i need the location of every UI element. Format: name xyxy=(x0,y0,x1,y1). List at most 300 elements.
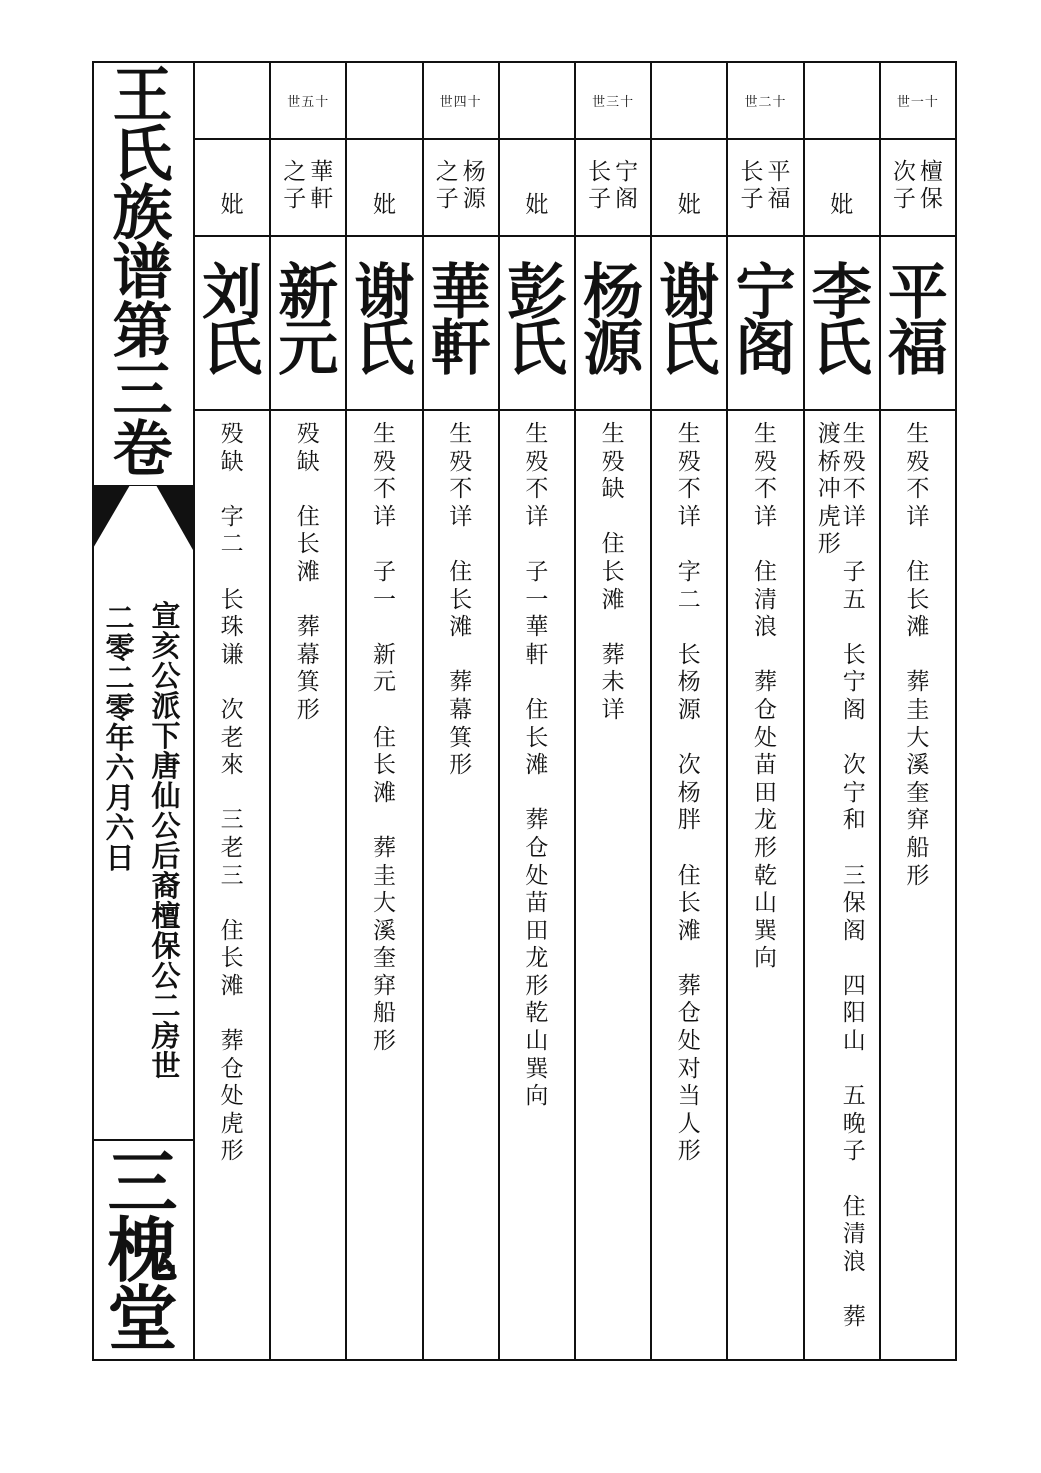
biography-char: 乾 xyxy=(525,1000,549,1027)
biography-char: 三 xyxy=(220,862,244,889)
biography-char: 杨 xyxy=(677,669,701,696)
biography-char: 奎 xyxy=(906,779,930,806)
book-title-char: 谱 xyxy=(112,238,173,308)
biography-char xyxy=(221,669,244,697)
biography-char: 宁 xyxy=(842,669,866,696)
biography-char: 形 xyxy=(906,862,930,889)
biography-char: 次 xyxy=(220,696,244,723)
relation-line xyxy=(310,159,333,213)
biography-char: 详 xyxy=(753,503,777,530)
generation-label: 世三十 xyxy=(592,95,635,110)
date-line-char: 年 xyxy=(105,721,135,755)
biography-char: 处 xyxy=(220,1083,244,1110)
biography-line xyxy=(843,421,866,1332)
person-name xyxy=(500,258,574,384)
biography-char: 处 xyxy=(677,1028,701,1055)
book-title-char: 三 xyxy=(112,356,173,426)
biography-char: 箕 xyxy=(296,669,320,696)
biography-char: 虎 xyxy=(817,503,841,530)
biography-char: 殁 xyxy=(753,448,777,475)
biography-char: 住 xyxy=(220,917,244,944)
biography-notes xyxy=(500,421,574,1111)
biography-char: 字 xyxy=(220,503,244,530)
biography-char: 幕 xyxy=(449,696,473,723)
biography-char xyxy=(678,835,701,863)
biography-char: 元 xyxy=(372,669,396,696)
relation-label xyxy=(576,159,650,213)
biography-char: 长 xyxy=(677,641,701,668)
relation-char: 福 xyxy=(767,186,791,212)
person-name-char: 氏 xyxy=(506,314,567,384)
biography-char: 详 xyxy=(449,503,473,530)
biography-char: 溪 xyxy=(906,752,930,779)
person-name-char: 阁 xyxy=(735,314,796,384)
relation-char: 子 xyxy=(435,186,459,212)
biography-char: 不 xyxy=(677,476,701,503)
biography-line xyxy=(906,421,929,890)
person-name xyxy=(728,258,802,384)
biography-char: 阁 xyxy=(842,696,866,723)
biography-char: 生 xyxy=(525,421,549,447)
person-name xyxy=(881,258,955,384)
relation-line xyxy=(920,159,943,213)
biography-char: 溪 xyxy=(372,917,396,944)
biography-char: 形 xyxy=(677,1138,701,1165)
biography-char: 住 xyxy=(842,1193,866,1220)
biography-char: 船 xyxy=(372,1000,396,1027)
relation-char: 长 xyxy=(740,159,764,185)
biography-char: 滩 xyxy=(296,558,320,585)
person-name-char: 氏 xyxy=(354,314,415,384)
biography-char: 形 xyxy=(753,834,777,861)
biography-char: 軒 xyxy=(525,641,549,668)
biography-char: 向 xyxy=(525,1083,549,1110)
biography-char: 葬 xyxy=(296,614,320,641)
biography-char: 珠 xyxy=(220,614,244,641)
biography-char: 详 xyxy=(372,503,396,530)
biography-char: 殁 xyxy=(449,448,473,475)
biography-char: 向 xyxy=(753,945,777,972)
biography-char: 田 xyxy=(525,917,549,944)
biography-char: 住 xyxy=(601,531,625,558)
relation-line xyxy=(893,159,916,213)
lineage-line-char: 派 xyxy=(151,689,181,723)
relation-label xyxy=(424,159,498,213)
biography-char xyxy=(843,1276,866,1304)
relation-char: 杨 xyxy=(462,159,486,185)
relation-label: 妣 xyxy=(372,191,396,218)
biography-notes xyxy=(881,421,955,890)
biography-char: 生 xyxy=(753,421,777,447)
lineage-line-char: 公 xyxy=(151,959,181,993)
relation-char: 子 xyxy=(740,186,764,212)
biography-char: 幕 xyxy=(296,641,320,668)
biography-char xyxy=(843,614,866,642)
biography-char: 子 xyxy=(842,1138,866,1165)
relation-char: 阁 xyxy=(615,186,639,212)
entry-column xyxy=(728,61,804,1361)
biography-char: 形 xyxy=(296,696,320,723)
biography-char: 不 xyxy=(753,476,777,503)
biography-char: 不 xyxy=(906,476,930,503)
biography-notes xyxy=(195,421,269,1166)
biography-char xyxy=(525,669,548,697)
biography-char: 殁 xyxy=(906,448,930,475)
lineage-line-char: 下 xyxy=(151,719,181,753)
biography-char xyxy=(221,1000,244,1028)
biography-char: 胖 xyxy=(677,807,701,834)
relation-line xyxy=(283,159,306,213)
relation-label: 妣 xyxy=(830,191,854,218)
biography-line xyxy=(818,421,841,1332)
biography-char: 葬 xyxy=(842,1304,866,1330)
lineage-line xyxy=(144,601,188,1081)
person-name-char: 氏 xyxy=(202,314,263,384)
date-line-char: 月 xyxy=(105,781,135,815)
date-line-char: 二 xyxy=(105,601,135,635)
biography-notes xyxy=(728,421,802,973)
biography-char xyxy=(602,504,625,532)
biography-char xyxy=(843,1166,866,1194)
biography-char: 住 xyxy=(753,558,777,585)
biography-char xyxy=(843,725,866,753)
biography-char: 三 xyxy=(842,862,866,889)
biography-char: 长 xyxy=(296,531,320,558)
person-name-char: 刘 xyxy=(202,258,263,328)
biography-char: 住 xyxy=(372,724,396,751)
relation-char: 軒 xyxy=(310,186,334,212)
biography-char xyxy=(221,780,244,808)
entry-column xyxy=(881,61,957,1361)
date-line-char: 日 xyxy=(105,841,135,875)
biography-char: 不 xyxy=(449,476,473,503)
person-name xyxy=(652,258,726,384)
biography-char: 次 xyxy=(842,752,866,779)
relation-char: 源 xyxy=(462,186,486,212)
biography-char: 新 xyxy=(372,641,396,668)
biography-char: 葬 xyxy=(525,807,549,834)
biography-char: 晚 xyxy=(842,1110,866,1137)
biography-char: 长 xyxy=(601,558,625,585)
biography-char: 奎 xyxy=(372,945,396,972)
biography-char xyxy=(602,614,625,642)
person-name-char: 福 xyxy=(887,314,948,384)
lineage-line-char: 后 xyxy=(151,839,181,873)
biography-char xyxy=(906,642,929,670)
lineage-line-char: 公 xyxy=(151,659,181,693)
biography-char: 不 xyxy=(372,476,396,503)
biography-char: 阳 xyxy=(842,1000,866,1027)
biography-char xyxy=(449,531,472,559)
biography-char: 仓 xyxy=(677,1000,701,1027)
relation-char: 子 xyxy=(283,186,307,212)
lineage-line-char: 宣 xyxy=(151,599,181,633)
biography-char: 龙 xyxy=(753,807,777,834)
biography-char xyxy=(297,476,320,504)
biography-char: 阁 xyxy=(842,917,866,944)
biography-char: 滩 xyxy=(372,779,396,806)
biography-char: 长 xyxy=(449,586,473,613)
biography-char: 船 xyxy=(906,834,930,861)
biography-char: 華 xyxy=(525,614,549,641)
lineage-line-char: 檀 xyxy=(151,899,181,933)
biography-char: 葬 xyxy=(449,669,473,696)
biography-char xyxy=(678,531,701,559)
biography-line xyxy=(449,421,472,780)
relation-char: 宁 xyxy=(615,159,639,185)
biography-char: 详 xyxy=(677,503,701,530)
biography-char: 葬 xyxy=(906,669,930,696)
biography-char: 子 xyxy=(842,558,866,585)
biography-char: 浪 xyxy=(842,1248,866,1275)
biography-char: 浪 xyxy=(753,614,777,641)
biography-char: 缺 xyxy=(296,448,320,475)
relation-char: 子 xyxy=(892,186,916,212)
date-line-char: 零 xyxy=(105,691,135,725)
relation-char: 子 xyxy=(588,186,612,212)
biography-char xyxy=(525,780,548,808)
biography-char: 四 xyxy=(842,972,866,999)
relation-line xyxy=(740,159,763,213)
biography-char: 生 xyxy=(842,421,866,447)
biography-char: 虎 xyxy=(220,1110,244,1137)
biography-char: 一 xyxy=(525,586,549,613)
lineage-line-char: 仙 xyxy=(151,779,181,813)
biography-char: 生 xyxy=(906,421,930,447)
person-name-char: 氏 xyxy=(811,314,872,384)
book-title-char: 族 xyxy=(112,179,173,249)
biography-char: 山 xyxy=(842,1028,866,1055)
person-name xyxy=(424,258,498,384)
biography-char: 对 xyxy=(677,1055,701,1082)
biography-char: 大 xyxy=(372,890,396,917)
biography-char: 大 xyxy=(906,724,930,751)
relation-char: 保 xyxy=(919,186,943,212)
biography-char: 渡 xyxy=(817,421,841,447)
banner-chevron xyxy=(92,485,193,553)
biography-char: 未 xyxy=(601,669,625,696)
biography-char: 滩 xyxy=(449,614,473,641)
biography-char: 殁 xyxy=(842,448,866,475)
biography-line xyxy=(602,421,625,725)
biography-char: 住 xyxy=(677,862,701,889)
relation-line xyxy=(463,159,486,213)
biography-char: 穽 xyxy=(906,807,930,834)
biography-char: 殁 xyxy=(220,421,244,447)
genealogy-grid xyxy=(195,61,957,1361)
person-name-char: 彭 xyxy=(506,258,567,328)
person-name-char: 杨 xyxy=(583,258,644,328)
biography-char xyxy=(525,531,548,559)
date-line-char: 二 xyxy=(105,661,135,695)
biography-char: 长 xyxy=(842,641,866,668)
biography-char xyxy=(373,531,396,559)
person-name-char: 元 xyxy=(278,314,339,384)
book-title-char: 卷 xyxy=(112,415,173,485)
biography-char: 穽 xyxy=(372,972,396,999)
biography-char: 桥 xyxy=(817,448,841,475)
biography-char: 殁 xyxy=(601,448,625,475)
biography-char: 形 xyxy=(220,1138,244,1165)
biography-char: 处 xyxy=(525,862,549,889)
biography-char: 详 xyxy=(842,503,866,530)
date-line-char: 零 xyxy=(105,631,135,665)
biography-char: 次 xyxy=(677,752,701,779)
biography-char xyxy=(906,531,929,559)
biography-char: 葬 xyxy=(220,1028,244,1055)
biography-line xyxy=(754,421,777,973)
biography-char xyxy=(373,697,396,725)
biography-char xyxy=(297,587,320,615)
biography-char xyxy=(678,945,701,973)
biography-char: 源 xyxy=(677,696,701,723)
entry-column xyxy=(576,61,652,1361)
biography-char: 山 xyxy=(753,890,777,917)
lineage-line-char: 裔 xyxy=(151,869,181,903)
biography-char: 箕 xyxy=(449,724,473,751)
person-name xyxy=(576,258,650,384)
biography-char: 五 xyxy=(842,586,866,613)
biography-char: 人 xyxy=(677,1110,701,1137)
biography-char: 冲 xyxy=(817,476,841,503)
relation-char: 華 xyxy=(310,159,334,185)
lineage-line-char: 公 xyxy=(151,809,181,843)
biography-char: 來 xyxy=(220,752,244,779)
person-name-char: 新 xyxy=(278,258,339,328)
relation-label: 妣 xyxy=(525,191,549,218)
biography-char: 山 xyxy=(525,1028,549,1055)
biography-char: 老 xyxy=(220,724,244,751)
biography-char: 缺 xyxy=(601,476,625,503)
relation-line xyxy=(767,159,790,213)
biography-notes xyxy=(805,421,879,1332)
biography-notes xyxy=(652,421,726,1166)
biography-char: 二 xyxy=(220,531,244,558)
biography-char: 仓 xyxy=(525,834,549,861)
relation-line xyxy=(436,159,459,213)
biography-char: 详 xyxy=(906,503,930,530)
book-title-char: 第 xyxy=(112,297,173,367)
person-name-char: 源 xyxy=(583,314,644,384)
biography-char: 生 xyxy=(372,421,396,447)
biography-notes xyxy=(576,421,650,725)
biography-notes xyxy=(347,421,421,1056)
left-info-column xyxy=(92,61,195,1361)
person-name-char: 氏 xyxy=(659,314,720,384)
biography-char: 形 xyxy=(372,1028,396,1055)
biography-char: 滩 xyxy=(601,586,625,613)
person-name-char: 軒 xyxy=(430,314,491,384)
biography-char: 当 xyxy=(677,1083,701,1110)
person-name xyxy=(271,258,345,384)
biography-char xyxy=(843,531,866,559)
biography-char: 滩 xyxy=(677,917,701,944)
biography-char: 形 xyxy=(449,752,473,779)
biography-char: 巽 xyxy=(753,917,777,944)
biography-char: 仓 xyxy=(753,696,777,723)
relation-label xyxy=(271,159,345,213)
biography-char: 乾 xyxy=(753,862,777,889)
biography-char: 处 xyxy=(753,724,777,751)
person-name-char: 宁 xyxy=(735,258,796,328)
date-line xyxy=(100,603,140,873)
generation-label: 世一十 xyxy=(896,95,939,110)
biography-char xyxy=(221,476,244,504)
biography-char xyxy=(678,725,701,753)
book-title-char: 王 xyxy=(112,61,173,131)
person-name-char: 平 xyxy=(887,258,948,328)
biography-notes xyxy=(424,421,498,780)
biography-char: 宁 xyxy=(842,779,866,806)
biography-char xyxy=(843,945,866,973)
biography-char: 田 xyxy=(753,779,777,806)
biography-line xyxy=(525,421,548,1111)
entry-column xyxy=(500,61,576,1361)
biography-char xyxy=(221,890,244,918)
relation-line xyxy=(615,159,638,213)
biography-char: 谦 xyxy=(220,641,244,668)
person-name xyxy=(195,258,269,384)
biography-char: 生 xyxy=(449,421,473,447)
entry-column xyxy=(652,61,728,1361)
book-title xyxy=(92,61,193,542)
biography-char: 殁 xyxy=(525,448,549,475)
date-line-char: 六 xyxy=(105,811,135,845)
biography-char: 清 xyxy=(753,586,777,613)
lineage-line-char: 房 xyxy=(151,1019,181,1053)
biography-char: 形 xyxy=(817,531,841,558)
relation-char: 之 xyxy=(435,159,459,185)
biography-char: 详 xyxy=(601,696,625,723)
biography-char: 葬 xyxy=(753,669,777,696)
entry-column xyxy=(347,61,423,1361)
biography-char: 长 xyxy=(220,945,244,972)
biography-char: 滩 xyxy=(906,614,930,641)
biography-char xyxy=(754,642,777,670)
biography-char: 仓 xyxy=(220,1055,244,1082)
person-name-char: 谢 xyxy=(659,258,720,328)
biography-char: 长 xyxy=(906,586,930,613)
biography-char: 子 xyxy=(525,558,549,585)
biography-char: 不 xyxy=(842,476,866,503)
biography-char: 住 xyxy=(296,503,320,530)
biography-char: 详 xyxy=(525,503,549,530)
biography-char: 葬 xyxy=(677,972,701,999)
biography-char: 龙 xyxy=(525,945,549,972)
biography-char: 二 xyxy=(677,586,701,613)
biography-char xyxy=(373,807,396,835)
biography-char: 长 xyxy=(372,752,396,779)
biography-char: 巽 xyxy=(525,1055,549,1082)
biography-line xyxy=(297,421,320,725)
relation-label xyxy=(728,159,802,213)
biography-char xyxy=(221,559,244,587)
biography-char: 圭 xyxy=(372,862,396,889)
biography-char: 苗 xyxy=(753,752,777,779)
biography-char: 住 xyxy=(449,558,473,585)
generation-label: 世五十 xyxy=(287,95,330,110)
biography-char: 三 xyxy=(220,807,244,834)
biography-line xyxy=(678,421,701,1166)
hall-name xyxy=(92,1141,193,1360)
hall-name-char: 堂 xyxy=(107,1277,178,1360)
date-line-char: 六 xyxy=(105,751,135,785)
book-title-char: 氏 xyxy=(112,120,173,190)
person-name xyxy=(347,258,421,384)
biography-char xyxy=(754,531,777,559)
entry-column xyxy=(195,61,271,1361)
biography-char: 形 xyxy=(525,972,549,999)
